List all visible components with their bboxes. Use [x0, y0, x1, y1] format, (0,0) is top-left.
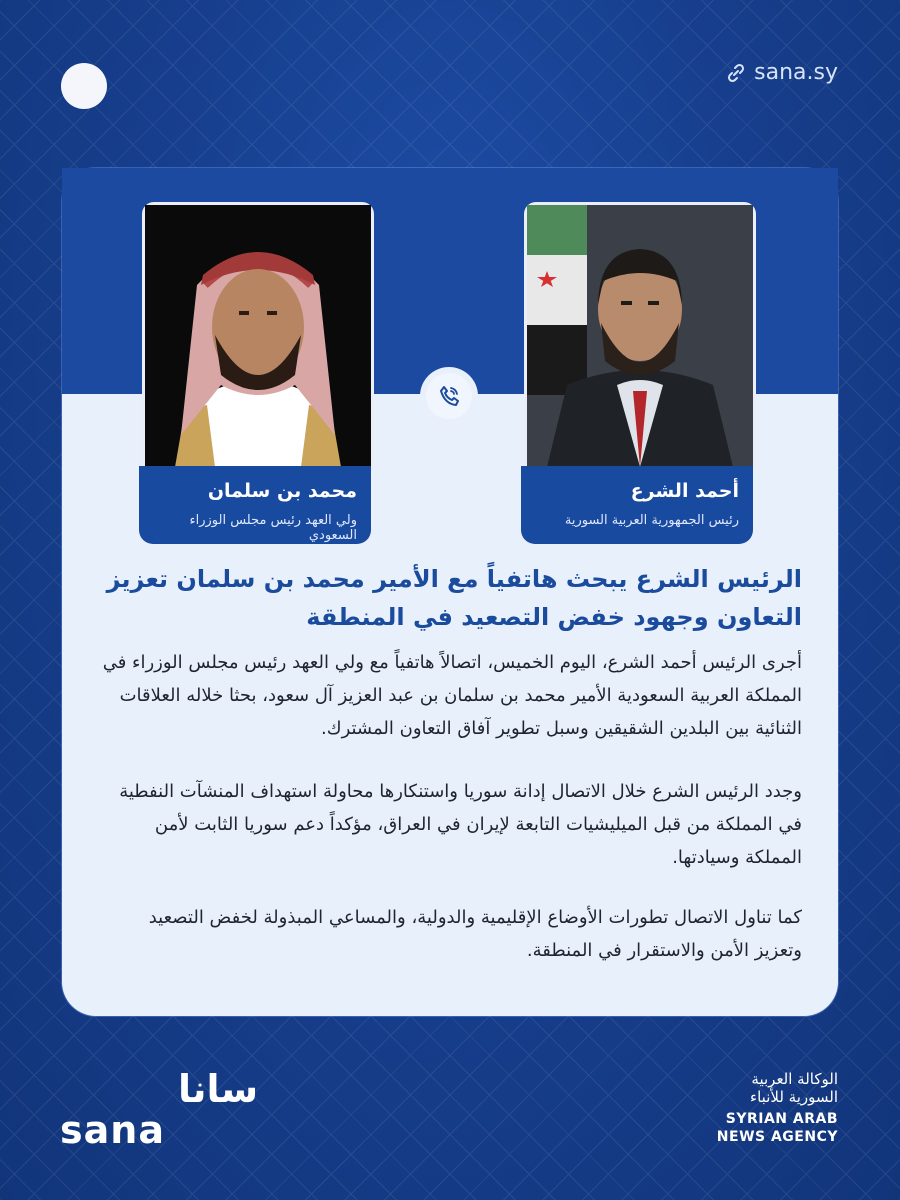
headline: الرئيس الشرع يبحث هاتفياً مع الأمير محمد بن سلمان تعزيز التعاون وجهود خفض التصعيد في المنطقة [106, 565, 802, 631]
agency-name [717, 1070, 838, 1146]
agency-en-line2: NEWS AGENCY [716, 1129, 838, 1145]
sana-arabic-logo [60, 1067, 259, 1112]
paragraph-3: كما تناول الاتصال تطورات الأوضاع الإقليمية والدولية، والمساعي المبذولة لخفض التصعيد وتعزيز الأمن والاستقرار في المنطقة. [148, 907, 802, 961]
right-person-photo [524, 202, 756, 467]
paragraph-1: أجرى الرئيس أحمد الشرع، اليوم الخميس، اتصالاً هاتفياً مع ولي العهد رئيس مجلس الوزراء في المملكة العربية السعودية الأمير محمد بن سلمان بن عبد العزيز آل سعود، بحثا خلاله العلاقات الثنائية بين البلدين الشقيقين وسبل تطوير آفاق التعاون المشترك. [102, 652, 802, 739]
link-icon [726, 63, 746, 83]
agency-ar-line1: الوكالة العربية [751, 1070, 838, 1088]
right-person-namebox [521, 466, 753, 544]
agency-ar-line2: السورية للأنباء [750, 1088, 838, 1106]
left-person-photo [142, 202, 374, 467]
sana-logo [60, 1067, 259, 1152]
phone-call-icon [426, 373, 472, 419]
paragraph-2: وجدد الرئيس الشرع خلال الاتصال إدانة سوريا واستنكارها محاولة استهداف المنشآت النفطية في المملكة من قبل الميليشيات التابعة لإيران في العراق، مؤكداً دعم سوريا الثابت لأمن المملكة وسيادتها. [119, 781, 802, 868]
source-label: sana.sy [754, 60, 838, 85]
right-person-title: رئيس الجمهورية العربية السورية [564, 513, 739, 528]
logo-en-text: sana [60, 1108, 165, 1152]
decorative-dot [61, 63, 107, 109]
source-link[interactable] [726, 60, 838, 85]
logo-ar-text: سانا [178, 1067, 259, 1111]
left-person-title: ولي العهد رئيس مجلس الوزراء السعودي [189, 513, 357, 543]
left-person-name: محمد بن سلمان [207, 480, 357, 502]
news-card [62, 168, 838, 1016]
right-person-name: أحمد الشرع [630, 480, 739, 502]
left-person-namebox [139, 466, 371, 544]
agency-en-line1: SYRIAN ARAB [725, 1111, 838, 1127]
